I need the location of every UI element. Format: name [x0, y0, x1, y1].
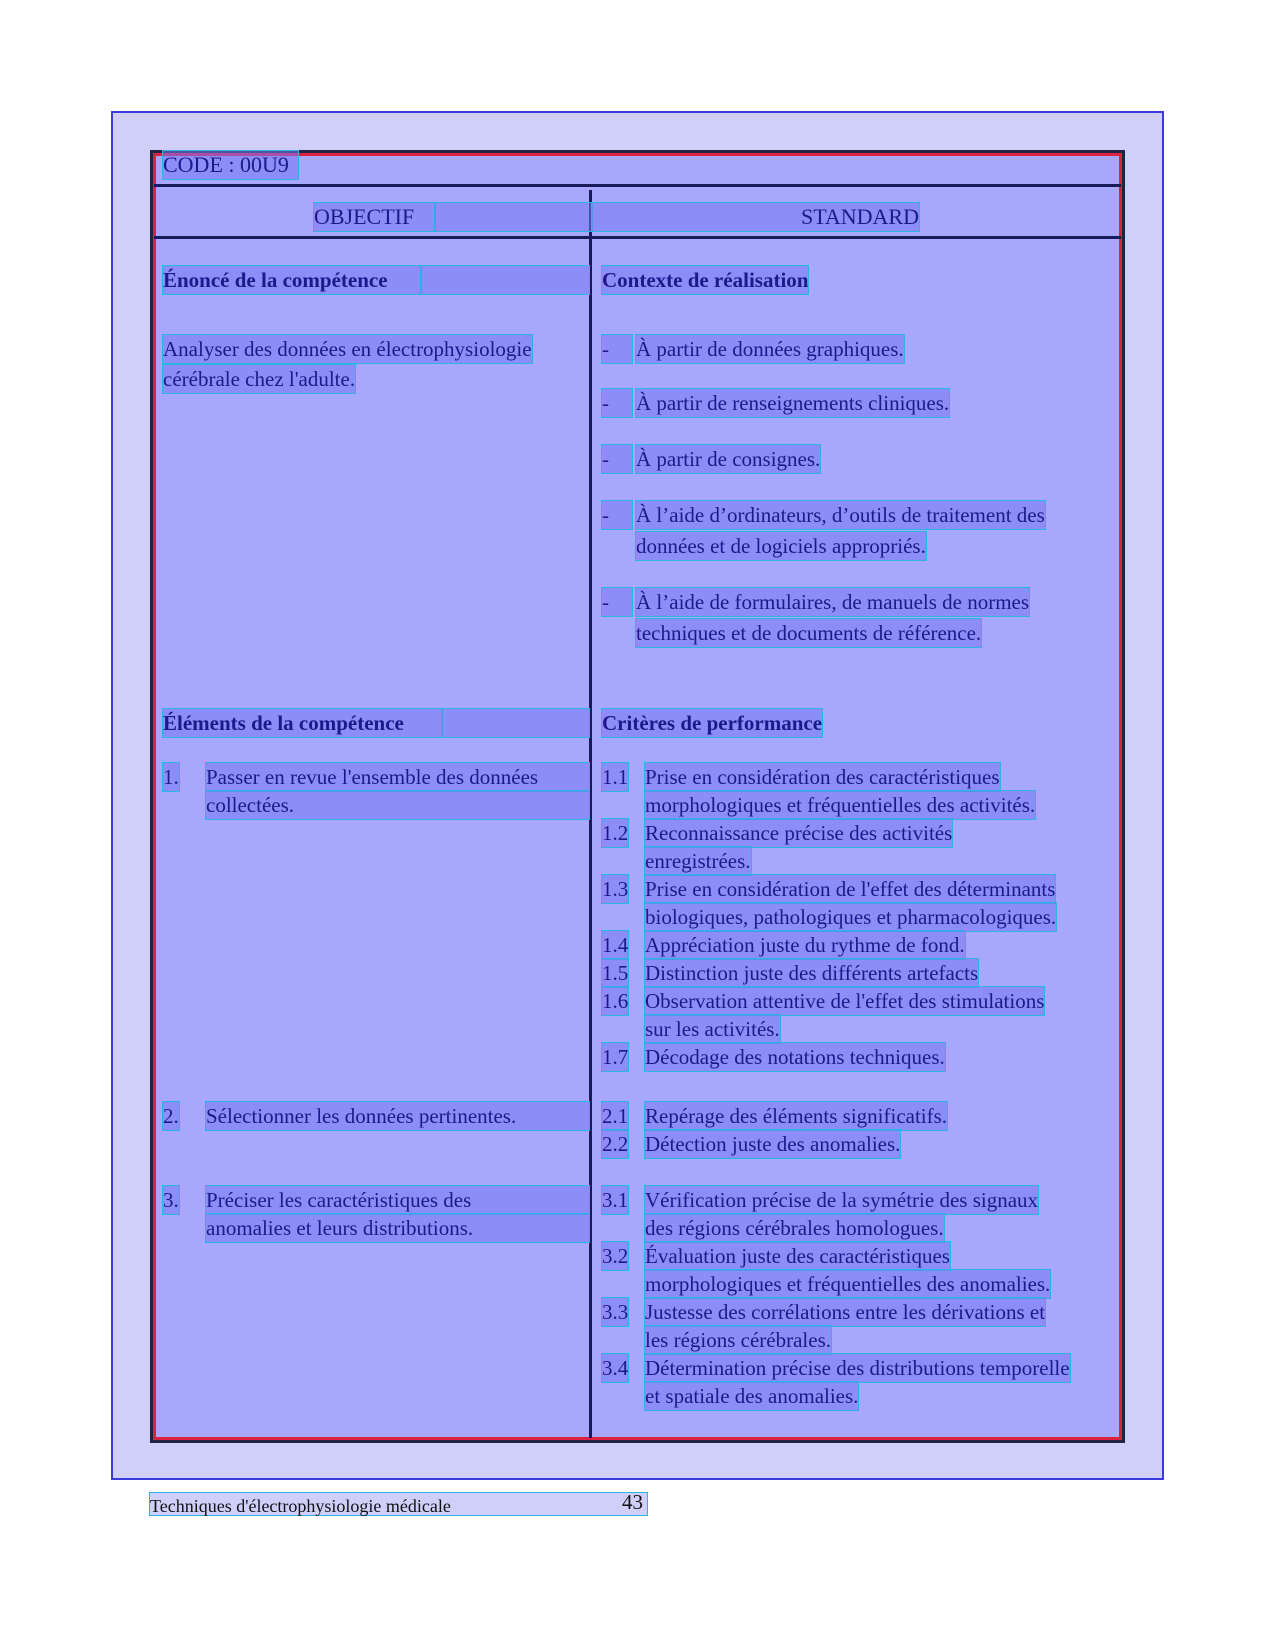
- critere-3-3-line-2: les régions cérébrales.: [645, 1328, 831, 1352]
- contexte-4-line-1: À l’aide d’ordinateurs, d’outils de traitement des: [636, 503, 1045, 527]
- critere-1-4-num: 1.4: [602, 933, 629, 957]
- critere-3-4-line-2: et spatiale des anomalies.: [645, 1384, 859, 1408]
- critere-1-3-num: 1.3: [602, 877, 629, 901]
- critere-3-4-line-1: Détermination précise des distributions temporelle: [645, 1356, 1070, 1380]
- critere-1-4-line-1: Appréciation juste du rythme de fond.: [645, 933, 965, 957]
- footer-title: Techniques d'électrophysiologie médicale: [150, 1496, 451, 1516]
- critere-3-2-num: 3.2: [602, 1244, 629, 1268]
- contexte-1-bullet: -: [602, 335, 632, 363]
- critere-2-1-num: 2.1: [602, 1104, 629, 1128]
- critere-2-1-line-1: Repérage des éléments significatifs.: [645, 1104, 948, 1128]
- contexte-2-bullet: -: [602, 389, 632, 417]
- critere-1-7-line-1: Décodage des notations techniques.: [645, 1045, 945, 1069]
- critere-1-5-num: 1.5: [602, 961, 629, 985]
- contexte-2-line-1: À partir de renseignements cliniques.: [636, 391, 950, 415]
- elements-title: Éléments de la compétence: [163, 709, 442, 737]
- critere-3-1-line-2: des régions cérébrales homologues.: [645, 1216, 944, 1240]
- page-number: 43: [622, 1490, 643, 1514]
- criteres-title: Critères de performance: [602, 711, 823, 735]
- critere-1-6-num: 1.6: [602, 989, 629, 1013]
- critere-3-4-num: 3.4: [602, 1356, 629, 1380]
- critere-1-7-num: 1.7: [602, 1045, 629, 1069]
- contexte-title: Contexte de réalisation: [602, 268, 809, 292]
- contexte-3-line-1: À partir de consignes.: [636, 447, 821, 471]
- critere-3-3-num: 3.3: [602, 1300, 629, 1324]
- contexte-5-bullet: -: [602, 588, 632, 616]
- elements-link-bar: [442, 709, 589, 737]
- header-objectif: OBJECTIF: [314, 203, 435, 231]
- critere-3-2-line-1: Évaluation juste des caractéristiques: [645, 1244, 950, 1268]
- header-standard: STANDARD: [592, 203, 919, 231]
- critere-3-1-line-1: Vérification précise de la symétrie des signaux: [645, 1188, 1039, 1212]
- critere-1-5-line-1: Distinction juste des différents artefacts: [645, 961, 979, 985]
- enonce-title: Énoncé de la compétence: [163, 266, 421, 294]
- critere-3-2-line-2: morphologiques et fréquentielles des anomalies.: [645, 1272, 1051, 1296]
- element-3-num: 3.: [163, 1188, 179, 1212]
- contexte-5-line-1: À l’aide de formulaires, de manuels de normes: [636, 590, 1030, 614]
- contexte-4-bullet: -: [602, 501, 632, 529]
- element-3-line-1: Préciser les caractéristiques des: [206, 1186, 589, 1214]
- column-divider: [589, 190, 592, 1438]
- code-label: CODE : 00U9: [163, 151, 298, 179]
- critere-1-6-line-2: sur les activités.: [645, 1017, 780, 1041]
- critere-1-3-line-1: Prise en considération de l'effet des déterminants: [645, 877, 1056, 901]
- critere-1-6-line-1: Observation attentive de l'effet des stimulations: [645, 989, 1045, 1013]
- critere-1-1-line-2: morphologiques et fréquentielles des activités.: [645, 793, 1036, 817]
- element-2-num: 2.: [163, 1104, 179, 1128]
- element-2-line-1: Sélectionner les données pertinentes.: [206, 1102, 589, 1130]
- critere-3-1-num: 3.1: [602, 1188, 629, 1212]
- critere-3-3-line-1: Justesse des corrélations entre les dérivations et: [645, 1300, 1046, 1324]
- critere-2-2-num: 2.2: [602, 1132, 629, 1156]
- critere-1-1-num: 1.1: [602, 765, 629, 789]
- critere-1-1-line-1: Prise en considération des caractéristiques: [645, 765, 1000, 789]
- critere-1-2-line-2: enregistrées.: [645, 849, 751, 873]
- enonce-line-2: cérébrale chez l'adulte.: [163, 367, 356, 391]
- critere-1-3-line-2: biologiques, pathologiques et pharmacologiques.: [645, 905, 1057, 929]
- divider-header: [154, 236, 1121, 239]
- critere-2-2-line-1: Détection juste des anomalies.: [645, 1132, 901, 1156]
- element-1-line-1: Passer en revue l'ensemble des données: [206, 763, 589, 791]
- critere-1-2-line-1: Reconnaissance précise des activités: [645, 821, 953, 845]
- contexte-3-bullet: -: [602, 445, 632, 473]
- critere-1-2-num: 1.2: [602, 821, 629, 845]
- enonce-link-bar: [421, 266, 589, 294]
- header-link-bar: [435, 203, 592, 231]
- contexte-4-line-2: données et de logiciels appropriés.: [636, 534, 926, 558]
- contexte-5-line-2: techniques et de documents de référence.: [636, 621, 982, 645]
- contexte-1-line-1: À partir de données graphiques.: [636, 337, 904, 361]
- divider-code: [154, 184, 1121, 187]
- element-3-line-2: anomalies et leurs distributions.: [206, 1214, 589, 1242]
- enonce-line-1: Analyser des données en électrophysiologie: [163, 337, 532, 361]
- element-1-num: 1.: [163, 765, 179, 789]
- element-1-line-2: collectées.: [206, 791, 589, 819]
